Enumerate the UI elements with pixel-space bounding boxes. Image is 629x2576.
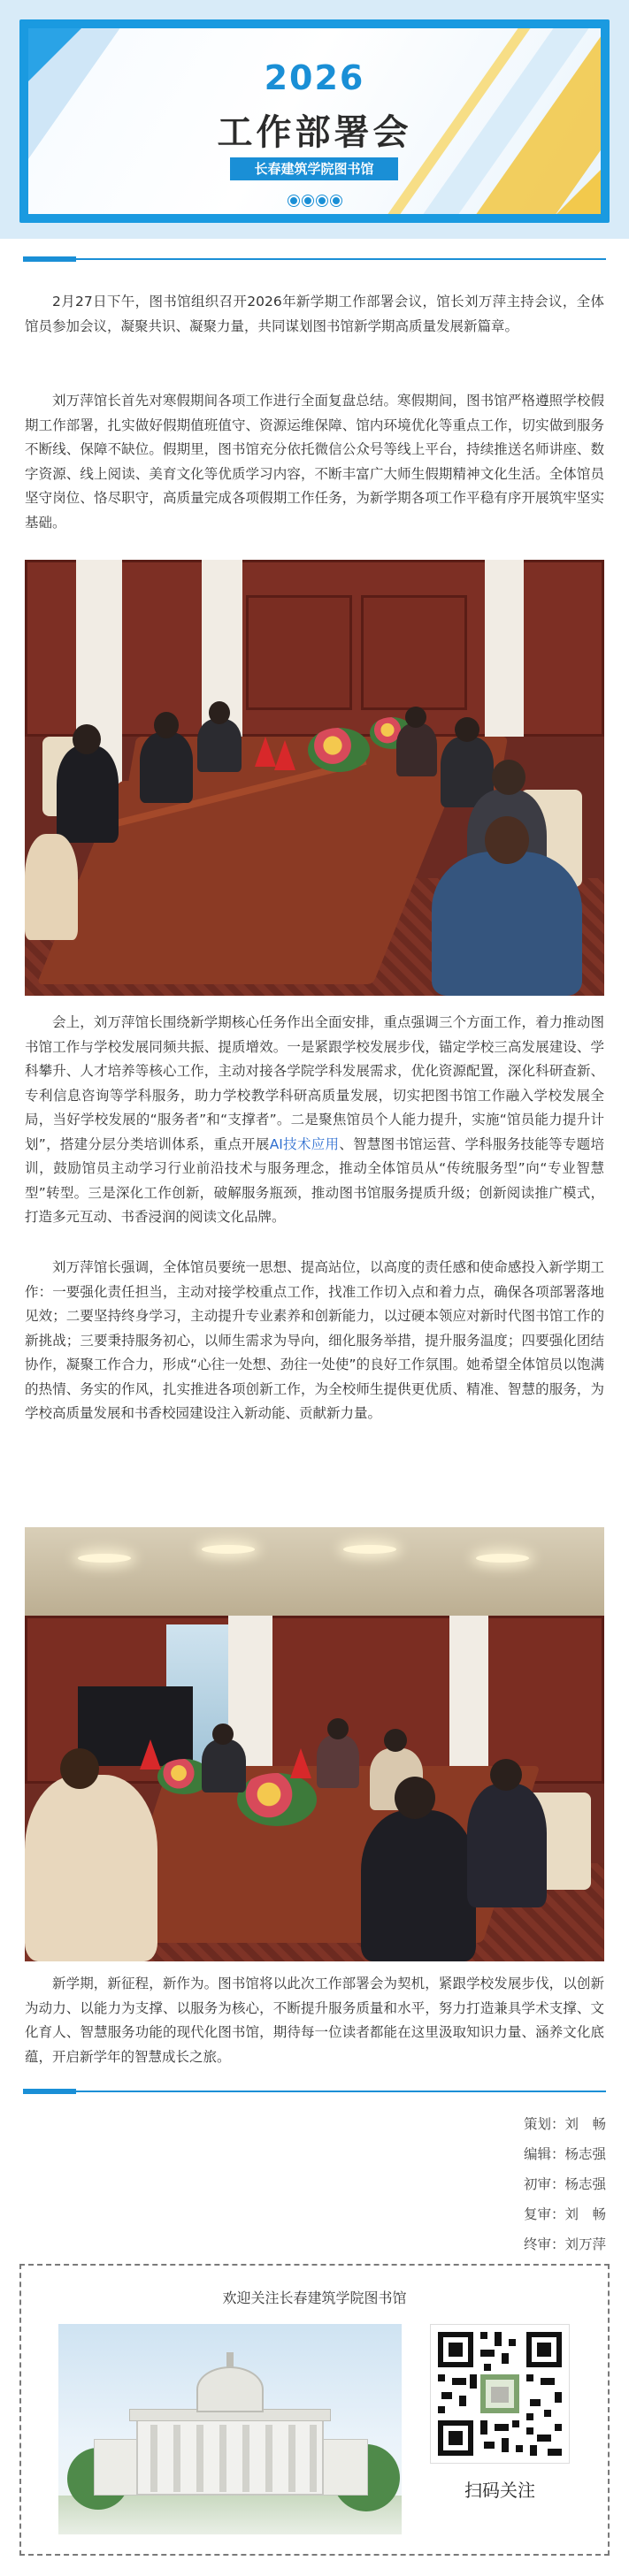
- banner-inner: [28, 28, 601, 214]
- ai-technology-link[interactable]: AI技术应用: [269, 1135, 340, 1152]
- qr-code[interactable]: [430, 2324, 570, 2464]
- credit-second-review: 复审：刘 畅: [523, 2206, 606, 2222]
- banner-year: 2026: [264, 58, 365, 97]
- banner-dots: [28, 193, 601, 210]
- bottom-divider: [23, 2091, 606, 2092]
- credit-final-review: 终审：刘万萍: [523, 2236, 606, 2252]
- credit-editor: 编辑：杨志强: [523, 2146, 606, 2162]
- library-building-illustration: [58, 2324, 402, 2534]
- credit-first-review: 初审：杨志强: [523, 2176, 606, 2192]
- follow-footer: [19, 2264, 610, 2556]
- banner-title: 工作部署会: [217, 112, 412, 153]
- paragraph-tasks-part2: 、智慧图书馆运营、学科服务技能等专题培训，鼓励馆员主动学习行业前沿技术与服务理念，推动全体馆员从“传统服务型”向“专业智慧型”转型。三是深化工作创新，破解服务瓶颈，推动图书馆服务提质升级；创新阅读推广模式，打造多元互动、书香浸润的阅读文化品牌。: [25, 1135, 604, 1225]
- paragraph-tasks-part1: 会上，刘万萍馆长围绕新学期核心任务作出全面安排，重点强调三个方面工作，着力推动图书馆工作与学校发展同频共振、提质增效。一是紧跟学校发展步伐，锚定学校三高发展建设、学科攀升、人才培养等核心工作，主动对接各学院学科发展需求，优化资源配置，深化科研查新、专利信息咨询等学科服务，助力学校教学科研高质量发展，切实把图书馆工作融入学校发展全局，当好学校发展的“服务者”和“支撑者”。二是聚焦馆员个人能力提升，实施“馆员能力提升计划”，搭建分层分类培训体系，重点开展: [25, 1014, 604, 1152]
- meeting-photo-1: [25, 560, 604, 996]
- paragraph-conclusion: 新学期，新征程，新作为。图书馆将以此次工作部署会为契机，紧跟学校发展步伐，以创新为动力、以能力为支撑、以服务为核心，不断提升服务质量和水平，努力打造兼具学术支撑、文化育人、智慧服务功能的现代化图书馆，期待每一位读者都能在这里汲取知识力量、涵养文化底蕴，开启新学年的智慧成长之旅。: [25, 1976, 604, 2065]
- qr-label: 扫码关注: [464, 2480, 535, 2501]
- paragraph-emphasis: 刘万萍馆长强调，全体馆员要统一思想、提高站位，以高度的责任感和使命感投入新学期工作：一要强化责任担当，主动对接学校重点工作，找准工作切入点和着力点，确保各项部署落地见效；二要坚持终身学习，主动提升专业素养和创新能力，以过硬本领应对新时代图书馆工作的新挑战；三要秉持服务初心，以师生需求为导向，细化服务举措，提升服务温度；四要强化团结协作，凝聚工作合力，形成“心往一处想、劲往一处使”的良好工作氛围。她希望全体馆员以饱满的热情、务实的作风，扎实推进各项创新工作，为全校师生提供更优质、精准、智慧的服务，为学校高质量发展和书香校园建设注入新动能、贡献新力量。: [25, 1259, 604, 1421]
- banner-tag: 长春建筑学院图书馆: [230, 157, 398, 180]
- credit-planner: 策划：刘 畅: [523, 2116, 606, 2132]
- paragraph-intro: 2月27日下午，图书馆组织召开2026年新学期工作部署会议，馆长刘万萍主持会议，全体馆员参加会议，凝聚共识、凝聚力量，共同谋划图书馆新学期高质量发展新篇章。: [25, 294, 604, 334]
- banner-dot: [331, 195, 341, 206]
- meeting-photo-2: [25, 1527, 604, 1961]
- banner-dot: [317, 195, 327, 206]
- header-banner: [0, 0, 629, 239]
- paragraph-review: 刘万萍馆长首先对寒假期间各项工作进行全面复盘总结。寒假期间，图书馆严格遵照学校假期工作部署，扎实做好假期值班值守、资源运维保障、馆内环境优化等重点工作，切实做到服务不断线、保障不缺位。假期里，图书馆充分依托微信公众号等线上平台，持续推送名师讲座、数字资源、线上阅读、美育文化等优质学习内容，不断丰富广大师生假期精神文化生活。全体馆员坚守岗位、恪尽职守，高质量完成各项假期工作任务，为新学期各项工作平稳有序开展筑牢坚实基础。: [25, 393, 604, 531]
- banner-dot: [288, 195, 299, 206]
- paragraph-tasks: [25, 1011, 604, 1230]
- banner-dot: [303, 195, 313, 206]
- footer-title: 欢迎关注长春建筑学院图书馆: [222, 2289, 407, 2306]
- top-divider: [23, 258, 606, 260]
- qr-code-icon: [431, 2325, 569, 2463]
- banner-frame: [19, 19, 610, 223]
